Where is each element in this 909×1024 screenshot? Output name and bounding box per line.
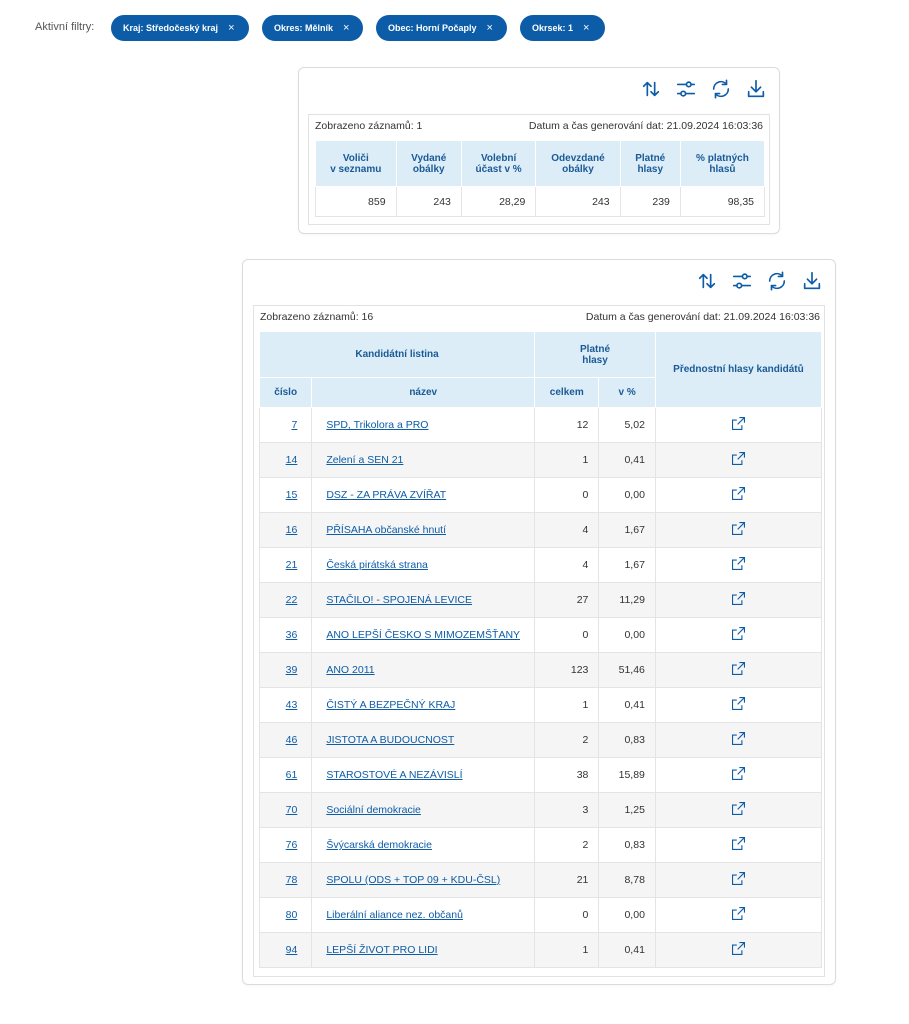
cell-number [260, 513, 312, 548]
cell-preferential [655, 513, 821, 548]
cell-preferential [655, 443, 821, 478]
party-name-link[interactable]: Liberální aliance nez. občanů [326, 909, 463, 921]
party-name-link[interactable]: Česká pirátská strana [326, 559, 428, 571]
cell-valid: 239 [620, 187, 680, 217]
cell-total: 12 [535, 408, 599, 443]
cell-name [312, 898, 535, 933]
cell-preferential [655, 723, 821, 758]
external-link-icon[interactable] [730, 458, 747, 470]
active-filters-label: Aktivní filtry: [35, 21, 95, 33]
party-number-link[interactable]: 15 [285, 489, 298, 501]
external-link-icon[interactable] [730, 668, 747, 680]
filter-settings-icon[interactable] [729, 268, 755, 294]
cell-preferential [655, 758, 821, 793]
cell-name [312, 618, 535, 653]
table-row [260, 478, 822, 513]
external-link-icon[interactable] [730, 703, 747, 715]
table-header-row [260, 332, 822, 378]
cell-percent: 15,89 [599, 758, 656, 793]
party-number-link[interactable]: 16 [285, 524, 298, 536]
cell-total: 27 [535, 583, 599, 618]
cell-number [260, 828, 312, 863]
table-row [260, 863, 822, 898]
cell-total: 38 [535, 758, 599, 793]
party-number-link[interactable]: 14 [285, 454, 298, 466]
cell-number [260, 688, 312, 723]
cell-name [312, 513, 535, 548]
cell-name [312, 653, 535, 688]
cell-preferential [655, 653, 821, 688]
cell-percent: 51,46 [599, 653, 656, 688]
cell-total: 2 [535, 723, 599, 758]
party-number-link[interactable]: 46 [285, 734, 298, 746]
party-name-link[interactable]: ANO 2011 [326, 664, 375, 676]
cell-percent: 1,67 [599, 513, 656, 548]
cell-number [260, 618, 312, 653]
close-icon[interactable]: × [486, 22, 493, 34]
table-row [260, 793, 822, 828]
cell-name [312, 863, 535, 898]
cell-number [260, 653, 312, 688]
cell-number [260, 863, 312, 898]
cell-percent: 0,00 [599, 898, 656, 933]
party-number-link[interactable]: 78 [285, 874, 298, 886]
party-name-link[interactable]: ANO LEPŠÍ ČESKO S MIMOZEMŠŤANY [326, 629, 521, 641]
refresh-icon[interactable] [708, 76, 734, 102]
filter-chip-okres[interactable] [262, 15, 363, 41]
cell-name [312, 758, 535, 793]
col-header-total[interactable]: celkem [535, 378, 599, 408]
cell-name [312, 548, 535, 583]
party-name-link[interactable]: SPD, Trikolora a PRO [326, 419, 429, 431]
cell-percent: 0,00 [599, 618, 656, 653]
table-row [260, 933, 822, 968]
close-icon[interactable]: × [228, 22, 235, 34]
cell-total: 21 [535, 863, 599, 898]
cell-number [260, 583, 312, 618]
cell-number [260, 408, 312, 443]
cell-name [312, 443, 535, 478]
cell-percent: 0,83 [599, 723, 656, 758]
col-header-turnout: Volební účast v % [461, 141, 535, 187]
generated-timestamp: Datum a čas generování dat: 21.09.2024 16:03:36 [585, 311, 820, 323]
cell-name [312, 793, 535, 828]
cell-preferential [655, 863, 821, 898]
external-link-icon[interactable] [730, 808, 747, 820]
col-header-valid: Platné hlasy [620, 141, 680, 187]
cell-percent: 5,02 [599, 408, 656, 443]
cell-number [260, 758, 312, 793]
cell-preferential [655, 933, 821, 968]
cell-percent: 0,41 [599, 933, 656, 968]
party-name-link[interactable]: LEPŠÍ ŽIVOT PRO LIDI [326, 944, 438, 956]
cell-total: 3 [535, 793, 599, 828]
cell-issued: 243 [396, 187, 461, 217]
cell-total: 1 [535, 933, 599, 968]
table-row [316, 187, 765, 217]
cell-number [260, 548, 312, 583]
cell-total: 1 [535, 443, 599, 478]
cell-total: 0 [535, 618, 599, 653]
party-name-link[interactable]: Zelení a SEN 21 [326, 454, 404, 466]
cell-preferential [655, 408, 821, 443]
party-number-link[interactable]: 22 [285, 594, 298, 606]
results-card [242, 259, 836, 985]
summary-toolbar [638, 76, 769, 102]
filter-chip-kraj[interactable] [111, 15, 249, 41]
cell-percent: 0,41 [599, 688, 656, 723]
cell-name [312, 828, 535, 863]
refresh-icon[interactable] [764, 268, 790, 294]
cell-percent: 1,25 [599, 793, 656, 828]
records-count: Zobrazeno záznamů: 16 [260, 311, 374, 323]
cell-number [260, 443, 312, 478]
cell-total: 2 [535, 828, 599, 863]
col-header-voters: Voliči v seznamu [316, 141, 397, 187]
active-filters-bar [0, 14, 909, 42]
cell-preferential [655, 618, 821, 653]
cell-preferential [655, 583, 821, 618]
col-header-preferential: Přednostní hlasy kandidátů [655, 332, 821, 408]
party-number-link[interactable]: 39 [285, 664, 298, 676]
table-row [260, 513, 822, 548]
filter-chip-label: Kraj: Středočeský kraj [123, 23, 219, 33]
cell-number [260, 933, 312, 968]
filter-chip-label: Obec: Horní Počaply [388, 23, 477, 33]
results-toolbar [694, 268, 825, 294]
party-name-link[interactable]: SPOLU (ODS + TOP 09 + KDU-ČSL) [326, 874, 501, 886]
cell-percent: 11,29 [599, 583, 656, 618]
party-number-link[interactable]: 61 [285, 769, 298, 781]
cell-total: 0 [535, 898, 599, 933]
cell-preferential [655, 478, 821, 513]
table-row [260, 548, 822, 583]
external-link-icon[interactable] [730, 563, 747, 575]
cell-number [260, 478, 312, 513]
party-name-link[interactable]: ČISTÝ A BEZPEČNÝ KRAJ [326, 699, 456, 711]
generated-timestamp: Datum a čas generování dat: 21.09.2024 16:03:36 [528, 120, 763, 132]
party-name-link[interactable]: Švýcarská demokracie [326, 839, 432, 851]
summary-inner [308, 114, 770, 225]
cell-total: 4 [535, 513, 599, 548]
close-icon[interactable]: × [343, 22, 350, 34]
party-number-link[interactable]: 36 [285, 629, 298, 641]
cell-percent: 0,83 [599, 828, 656, 863]
close-icon[interactable]: × [583, 22, 590, 34]
cell-preferential [655, 688, 821, 723]
download-icon[interactable] [799, 268, 825, 294]
results-table [259, 331, 822, 968]
table-row [260, 828, 822, 863]
cell-total: 123 [535, 653, 599, 688]
party-name-link[interactable]: DSZ - ZA PRÁVA ZVÍŘAT [326, 489, 447, 501]
summary-card [298, 67, 780, 234]
cell-percent: 8,78 [599, 863, 656, 898]
table-row [260, 758, 822, 793]
party-number-link[interactable]: 21 [285, 559, 298, 571]
cell-name [312, 688, 535, 723]
filter-settings-icon[interactable] [673, 76, 699, 102]
party-number-link[interactable]: 80 [285, 909, 298, 921]
col-header-returned: Odevzdané obálky [536, 141, 620, 187]
party-number-link[interactable]: 70 [285, 804, 298, 816]
external-link-icon[interactable] [730, 633, 747, 645]
cell-returned: 243 [536, 187, 620, 217]
cell-number [260, 723, 312, 758]
cell-name [312, 933, 535, 968]
col-header-number[interactable]: číslo [260, 378, 312, 408]
table-header-row [316, 141, 765, 187]
cell-name [312, 408, 535, 443]
col-header-votes: Platné hlasy [535, 332, 656, 378]
table-row [260, 443, 822, 478]
cell-percent: 1,67 [599, 548, 656, 583]
party-name-link[interactable]: STAČILO! - SPOJENÁ LEVICE [326, 594, 473, 606]
external-link-icon[interactable] [730, 843, 747, 855]
table-row [260, 653, 822, 688]
sort-icon[interactable] [694, 268, 720, 294]
cell-total: 4 [535, 548, 599, 583]
cell-name [312, 583, 535, 618]
external-link-icon[interactable] [730, 493, 747, 505]
cell-preferential [655, 548, 821, 583]
col-header-name[interactable]: název [312, 378, 535, 408]
summary-table [315, 140, 765, 217]
cell-name [312, 723, 535, 758]
party-name-link[interactable]: JISTOTA A BUDOUCNOST [326, 734, 455, 746]
party-number-link[interactable]: 76 [285, 839, 298, 851]
external-link-icon[interactable] [730, 423, 747, 435]
party-number-link[interactable]: 94 [285, 944, 298, 956]
external-link-icon[interactable] [730, 528, 747, 540]
cell-preferential [655, 828, 821, 863]
cell-preferential [655, 793, 821, 828]
filter-chip-okrsek[interactable] [520, 15, 605, 41]
cell-number [260, 793, 312, 828]
external-link-icon[interactable] [730, 913, 747, 925]
cell-percent: 0,00 [599, 478, 656, 513]
col-header-percent[interactable]: v % [599, 378, 656, 408]
cell-turnout: 28,29 [461, 187, 535, 217]
col-header-valid-pct: % platných hlasů [680, 141, 764, 187]
download-icon[interactable] [743, 76, 769, 102]
table-row [260, 898, 822, 933]
cell-name [312, 478, 535, 513]
external-link-icon[interactable] [730, 773, 747, 785]
cell-total: 1 [535, 688, 599, 723]
external-link-icon[interactable] [730, 738, 747, 750]
results-body [260, 408, 822, 968]
sort-icon[interactable] [638, 76, 664, 102]
party-number-link[interactable]: 7 [291, 419, 298, 431]
table-row [260, 723, 822, 758]
table-row [260, 408, 822, 443]
external-link-icon[interactable] [730, 598, 747, 610]
cell-number [260, 898, 312, 933]
cell-valid-pct: 98,35 [680, 187, 764, 217]
party-name-link[interactable]: STAROSTOVÉ A NEZÁVISLÍ [326, 769, 463, 781]
col-header-list: Kandidátní listina [260, 332, 535, 378]
filter-chip-obec[interactable] [376, 15, 507, 41]
table-row [260, 618, 822, 653]
filter-chip-label: Okres: Mělník [274, 23, 334, 33]
party-name-link[interactable]: Sociální demokracie [326, 804, 421, 816]
party-name-link[interactable]: PŘÍSAHA občanské hnutí [326, 524, 446, 536]
table-row [260, 583, 822, 618]
cell-preferential [655, 898, 821, 933]
cell-total: 0 [535, 478, 599, 513]
cell-voters: 859 [316, 187, 397, 217]
external-link-icon[interactable] [730, 948, 747, 960]
records-count: Zobrazeno záznamů: 1 [315, 120, 423, 132]
cell-percent: 0,41 [599, 443, 656, 478]
external-link-icon[interactable] [730, 878, 747, 890]
col-header-issued: Vydané obálky [396, 141, 461, 187]
table-row [260, 688, 822, 723]
filter-chip-label: Okrsek: 1 [532, 23, 574, 33]
party-number-link[interactable]: 43 [285, 699, 298, 711]
results-inner [253, 305, 825, 977]
